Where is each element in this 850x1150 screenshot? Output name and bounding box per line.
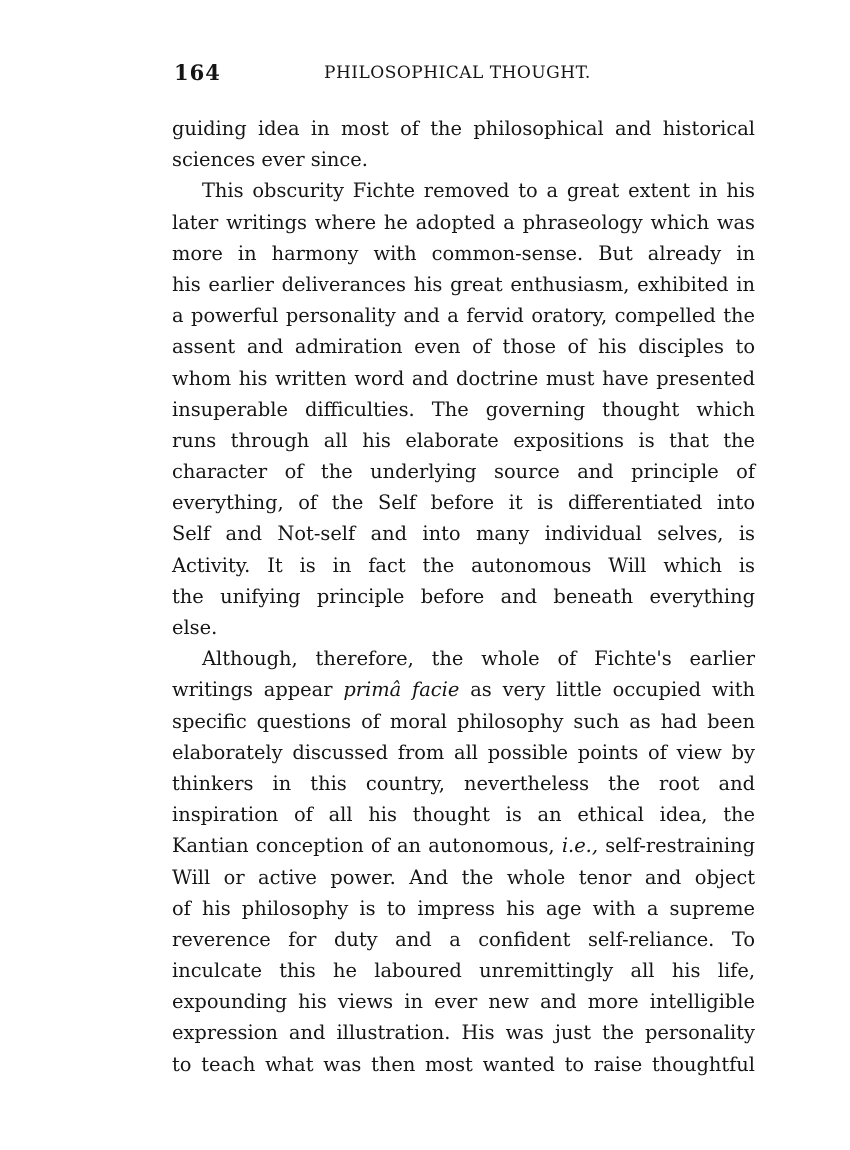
text-line: inculcate this he laboured unremittingly all his life, [172,959,755,983]
text-line: inspiration of all his thought is an ethical idea, the [172,803,755,827]
text-line: to teach what was then most wanted to raise thoughtful [172,1052,755,1076]
italic-phrase: primâ facie [343,678,460,702]
text-span: self-restraining [605,834,755,858]
text-line: else. [172,616,218,639]
text-line: assent and admiration even of those of his disciples to [172,335,755,359]
text-line: whom his written word and doctrine must have presented [172,366,755,390]
text-line: more in harmony with common-sense. But already in [172,241,755,265]
italic-abbreviation: i.e., [561,834,598,858]
text-line: everything, of the Self before it is differentiated into [172,491,755,515]
text-span: as very little occupied with [470,678,755,702]
text-line: the unifying principle before and beneath everything [172,584,755,608]
text-line: sciences ever since. [172,148,368,172]
text-line: Self and Not-self and into many individual selves, is [172,522,755,546]
text-line: later writings where he adopted a phraseology which was [172,210,755,234]
text-line: guiding idea in most of the philosophical and historical [172,117,755,140]
text-line: reverence for duty and a confident self-reliance. To [172,927,755,951]
text-span: writings appear [172,678,333,702]
text-line: expounding his views in ever new and more intelligible [172,990,755,1014]
running-title: PHILOSOPHICAL THOUGHT. [324,63,591,83]
text-line: Will or active power. And the whole tenor and object [172,865,755,889]
running-head [172,60,764,90]
text-line [172,674,755,705]
text-line: a powerful personality and a fervid oratory, compelled the [172,304,755,328]
text-line: thinkers in this country, nevertheless the root and [172,771,755,795]
text-line [172,830,755,861]
text-line: specific questions of moral philosophy such as had been [172,709,755,733]
text-line: runs through all his elaborate expositions is that the [172,428,755,452]
text-line: expression and illustration. His was just the personality [172,1021,755,1045]
text-line: Activity. It is in fact the autonomous Will which is [172,553,755,577]
text-line: character of the underlying source and principle of [172,460,755,484]
text-line: his earlier deliverances his great enthusiasm, exhibited in [172,272,755,296]
text-line: elaborately discussed from all possible points of view by [172,740,755,764]
text-line: This obscurity Fichte removed to a great extent in his [202,179,755,203]
page-number: 164 [174,60,221,85]
text-line: insuperable difficulties. The governing thought which [172,397,755,421]
text-line: Although, therefore, the whole of Fichte's earlier [202,647,755,671]
text-line: of his philosophy is to impress his age with a supreme [172,896,755,920]
body-text [172,113,755,1080]
text-span: Kantian conception of an autonomous, [172,834,555,858]
